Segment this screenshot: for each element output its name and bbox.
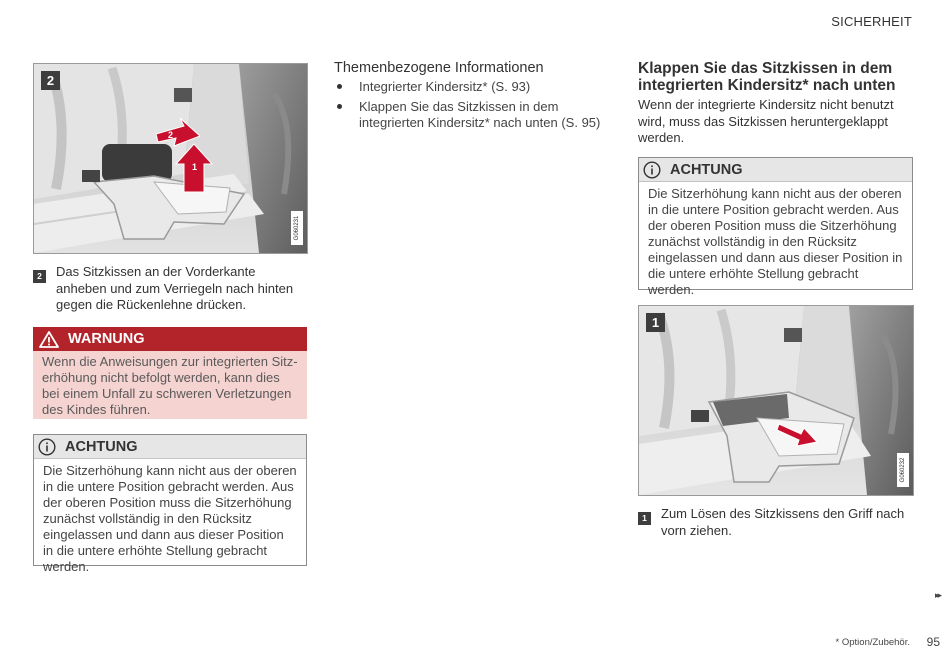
info-icon [643, 161, 661, 179]
caution-text: Die Sitzerhöhung kann nicht aus der oberen in die untere Position gebracht werden. Aus der oberen Position muss die Sitzerhöhung zunächst vollständig in den Rücksitz eingelassen und dann aus dieser Position in die untere erhöhte Stellung gebracht werden. [648, 186, 903, 297]
figure-step-badge: 1 [646, 313, 665, 332]
caution-text: Die Sitzerhöhung kann nicht aus der oberen in die untere Position gebracht werden. Aus der oberen Position muss die Sitzerhöhung zunächst vollständig in den Rücksitz eingelassen und dann aus dieser Position in die untere erhöhte Stellung gebracht werden. [43, 463, 297, 574]
related-link-fold-cushion[interactable]: Klappen Sie das Sitzkissen in dem integrierten Kindersitz* nach unten (S. 95) [336, 99, 611, 132]
figure-step-badge: 2 [41, 71, 60, 90]
image-code: G060232 [897, 453, 909, 487]
warning-triangle-icon [39, 331, 59, 348]
figure-release-seat-cushion [638, 305, 914, 496]
related-info-title: Themenbezogene Informationen [334, 60, 544, 76]
caption-badge: 1 [638, 512, 651, 525]
warning-header [33, 327, 307, 351]
related-link-integrated-child-seat[interactable]: Integrierter Kindersitz* (S. 93) [336, 79, 611, 96]
caption-step-2 [33, 264, 308, 314]
warning-text: Wenn die Anweisungen zur integrierten Sitzerhöhung nicht befolgt werden, kann dies bei einem Unfall zu schweren Verletzungen des Kindes führen. [42, 354, 298, 417]
caution-title: ACHTUNG [65, 438, 138, 455]
caption-badge: 2 [33, 270, 46, 283]
info-icon [38, 438, 56, 456]
page-number: 95 [926, 635, 940, 649]
article-heading: Klappen Sie das Sitzkissen in dem integrierten Kindersitz* nach unten [638, 60, 896, 94]
figure-raise-seat-cushion [33, 63, 308, 254]
caption-step-1 [638, 506, 914, 539]
section-label: SICHERHEIT [831, 14, 912, 29]
seat-illustration [34, 64, 307, 253]
image-code: G060231 [291, 211, 303, 245]
caption-text: Das Sitzkissen an der Vorderkante anheben und zum Verriegeln nach hinten gegen die Rückenlehne drücken. [56, 264, 294, 312]
continue-icon: ▸▸ [934, 590, 940, 600]
warning-title: WARNUNG [68, 331, 145, 347]
caution-header [34, 435, 306, 459]
seat-illustration [639, 306, 913, 495]
caution-title: ACHTUNG [670, 161, 743, 178]
footnote: * Option/Zubehör. [835, 637, 910, 648]
caution-box-left [33, 434, 307, 574]
arrow-label-2: 2 [168, 130, 174, 140]
caution-header [639, 158, 912, 182]
article-intro: Wenn der integrierte Kindersitz nicht benutzt wird, muss das Sitzkissen heruntergeklappt werden. [638, 97, 894, 145]
caption-text: Zum Lösen des Sitzkissens den Griff nach vorn ziehen. [661, 506, 905, 538]
related-info-list [336, 79, 611, 135]
caution-box-right [638, 157, 913, 297]
warning-box [33, 327, 307, 419]
arrow-label-1: 1 [192, 162, 198, 172]
